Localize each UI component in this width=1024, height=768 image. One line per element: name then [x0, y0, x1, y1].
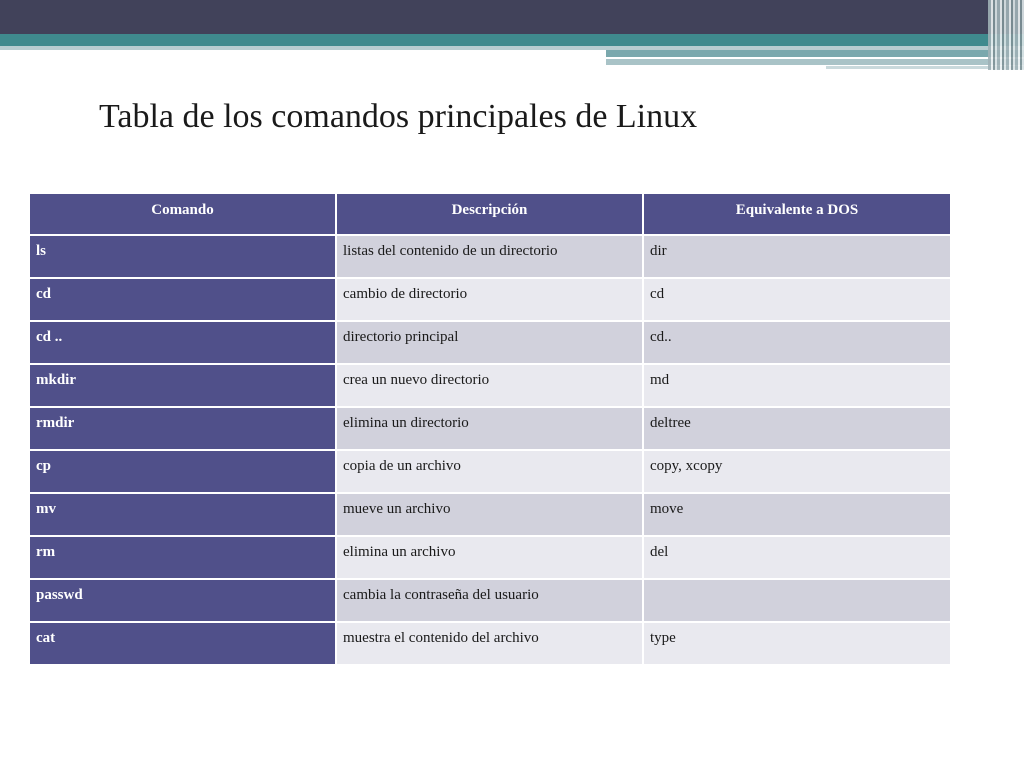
command-cell: mkdir	[29, 364, 336, 407]
table-row	[29, 407, 951, 450]
header-band-teal	[0, 34, 1024, 46]
description-cell: copia de un archivo	[336, 450, 643, 493]
description-cell: crea un nuevo directorio	[336, 364, 643, 407]
command-cell: ls	[29, 235, 336, 278]
description-cell: directorio principal	[336, 321, 643, 364]
description-cell: muestra el contenido del archivo	[336, 622, 643, 665]
dos-equivalent-cell: deltree	[643, 407, 951, 450]
column-header-dos: Equivalente a DOS	[643, 193, 951, 235]
table-header-row	[29, 193, 951, 235]
table-row	[29, 364, 951, 407]
dos-equivalent-cell: move	[643, 493, 951, 536]
dos-equivalent-cell: copy, xcopy	[643, 450, 951, 493]
dos-equivalent-cell: dir	[643, 235, 951, 278]
table-row	[29, 321, 951, 364]
dos-equivalent-cell: cd..	[643, 321, 951, 364]
dos-equivalent-cell: type	[643, 622, 951, 665]
table-row	[29, 579, 951, 622]
description-cell: listas del contenido de un directorio	[336, 235, 643, 278]
dos-equivalent-cell: md	[643, 364, 951, 407]
header-band-dark	[0, 0, 1024, 34]
command-cell: passwd	[29, 579, 336, 622]
command-cell: mv	[29, 493, 336, 536]
dos-equivalent-cell: del	[643, 536, 951, 579]
column-header-command: Comando	[29, 193, 336, 235]
command-cell: rmdir	[29, 407, 336, 450]
command-cell: cp	[29, 450, 336, 493]
table-row	[29, 278, 951, 321]
header-accent-bar	[606, 50, 1024, 57]
description-cell: mueve un archivo	[336, 493, 643, 536]
header-accent-bar-2	[606, 59, 1024, 65]
dos-equivalent-cell	[643, 579, 951, 622]
command-cell: rm	[29, 536, 336, 579]
command-cell: cd ..	[29, 321, 336, 364]
description-cell: elimina un archivo	[336, 536, 643, 579]
description-cell: cambio de directorio	[336, 278, 643, 321]
description-cell: cambia la contraseña del usuario	[336, 579, 643, 622]
table-row	[29, 536, 951, 579]
description-cell: elimina un directorio	[336, 407, 643, 450]
table-row	[29, 235, 951, 278]
column-header-description: Descripción	[336, 193, 643, 235]
table-row	[29, 622, 951, 665]
table-row	[29, 493, 951, 536]
decorative-stripes	[988, 0, 1024, 70]
commands-table	[28, 192, 952, 666]
dos-equivalent-cell: cd	[643, 278, 951, 321]
table-row	[29, 450, 951, 493]
command-cell: cat	[29, 622, 336, 665]
command-cell: cd	[29, 278, 336, 321]
slide-title: Tabla de los comandos principales de Linux	[99, 98, 698, 135]
